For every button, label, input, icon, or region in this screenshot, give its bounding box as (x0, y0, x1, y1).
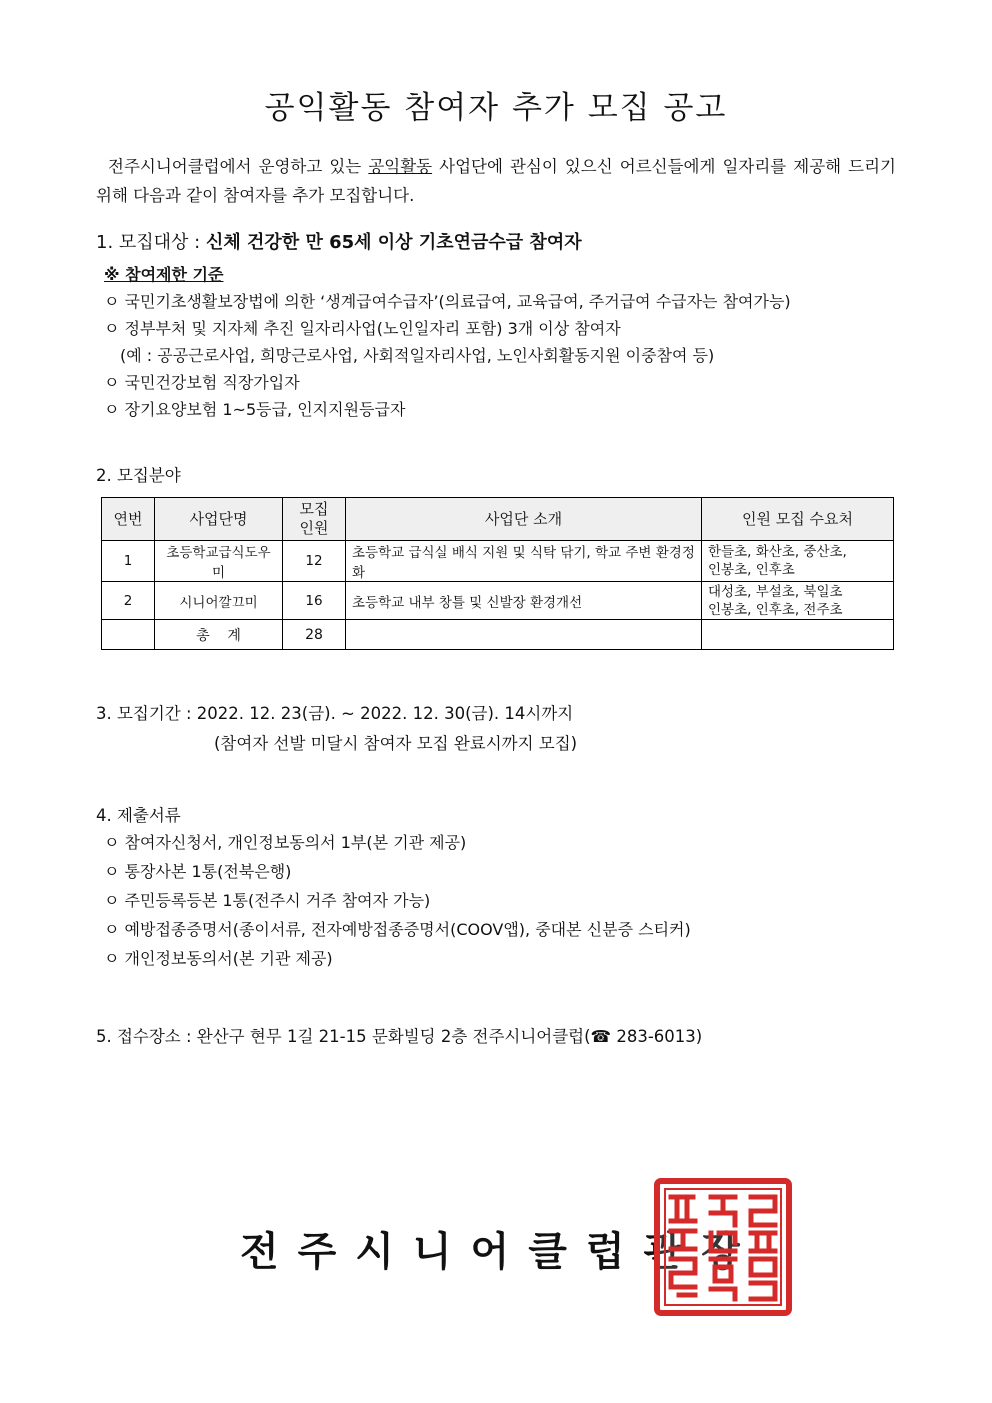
table-cell: 16 (283, 582, 346, 620)
recruitment-table (101, 497, 894, 650)
document-item: ㅇ 예방접종증명서(종이서류, 전자예방접종증명서(COOV앱), 중대본 신분증 스티커) (104, 920, 691, 939)
table-cell: 초등학교 내부 창틀 및 신발장 환경개선 (346, 582, 702, 620)
section1-target: 신체 건강한 만 65세 이상 기초연금수급 참여자 (205, 232, 582, 253)
table-cell-empty (102, 620, 155, 650)
table-row (102, 582, 894, 620)
section3-note: (참여자 선발 미달시 참여자 모집 완료시까지 모집) (214, 734, 578, 753)
total-label: 총 계 (155, 620, 283, 650)
official-seal-icon (653, 1177, 793, 1317)
section3-period: 3. 모집기간 : 2022. 12. 23(금). ~ 2022. 12. 30(금). 14시까지 (96, 704, 574, 723)
intro-paragraph (96, 152, 896, 210)
restriction-item: ㅇ 국민기초생활보장법에 의한 ‘생계급여수급자’(의료급여, 교육급여, 주거급여 수급자는 참여가능) (104, 292, 791, 311)
header-cell: 모집 인원 (283, 498, 346, 541)
table-cell-empty (702, 620, 894, 650)
table-header-row (102, 498, 894, 541)
restriction-item: ㅇ 정부부처 및 지자체 추진 일자리사업(노인일자리 포함) 3개 이상 참여자 (104, 319, 621, 338)
notice-title: 공익활동 참여자 추가 모집 공고 (264, 90, 728, 126)
table-cell: 한들초, 화산초, 중산초, 인봉초, 인후초 (702, 541, 894, 582)
document-item: ㅇ 통장사본 1통(전북은행) (104, 862, 292, 881)
restriction-item: ㅇ 국민건강보험 직장가입자 (104, 373, 300, 392)
table-cell: 2 (102, 582, 155, 620)
table-cell: 시니어깔끄미 (155, 582, 283, 620)
total-value: 28 (283, 620, 346, 650)
intro-text-before: 전주시니어클럽에서 운영하고 있는 (108, 157, 369, 176)
section1-heading (96, 228, 582, 254)
document-item: ㅇ 참여자신청서, 개인정보동의서 1부(본 기관 제공) (104, 833, 467, 852)
header-cell: 사업단 소개 (346, 498, 702, 541)
issuer-name: 전주시니어클럽관장 (240, 1229, 759, 1275)
section4-heading: 4. 제출서류 (96, 806, 181, 825)
section5-location: 5. 접수장소 : 완산구 현무 1길 21-15 문화빌딩 2층 전주시니어클럽(☎ 283-6013) (96, 1027, 703, 1046)
restriction-title: ※ 참여제한 기준 (104, 265, 224, 284)
section1-label: 1. 모집대상 : (96, 232, 206, 253)
table-cell: 대성초, 부설초, 북일초 인봉초, 인후초, 전주초 (702, 582, 894, 620)
table-cell: 초등학교 급식실 배식 지원 및 식탁 닦기, 학교 주변 환경정화 (346, 541, 702, 582)
restriction-example: (예 : 공공근로사업, 희망근로사업, 사회적일자리사업, 노인사회활동지원 이중참여 등) (120, 346, 715, 365)
table-row (102, 541, 894, 582)
document-item: ㅇ 개인정보동의서(본 기관 제공) (104, 949, 333, 968)
intro-highlight: 공익활동 (368, 157, 433, 176)
table-cell: 12 (283, 541, 346, 582)
section2-heading: 2. 모집분야 (96, 466, 181, 485)
table-cell: 1 (102, 541, 155, 582)
table-cell: 초등학교급식도우미 (155, 541, 283, 582)
header-cell: 인원 모집 수요처 (702, 498, 894, 541)
table-cell-empty (346, 620, 702, 650)
table-total-row (102, 620, 894, 650)
document-item: ㅇ 주민등록등본 1통(전주시 거주 참여자 가능) (104, 891, 431, 910)
restriction-item: ㅇ 장기요양보험 1~5등급, 인지지원등급자 (104, 400, 406, 419)
header-cell: 연번 (102, 498, 155, 541)
header-cell: 사업단명 (155, 498, 283, 541)
intro-text-after: 사업단에 관심이 있으신 어르신들에게 일자리를 제공해 드리기 위해 다음과 같이 참여자를 추가 모집합니다. (96, 157, 896, 205)
